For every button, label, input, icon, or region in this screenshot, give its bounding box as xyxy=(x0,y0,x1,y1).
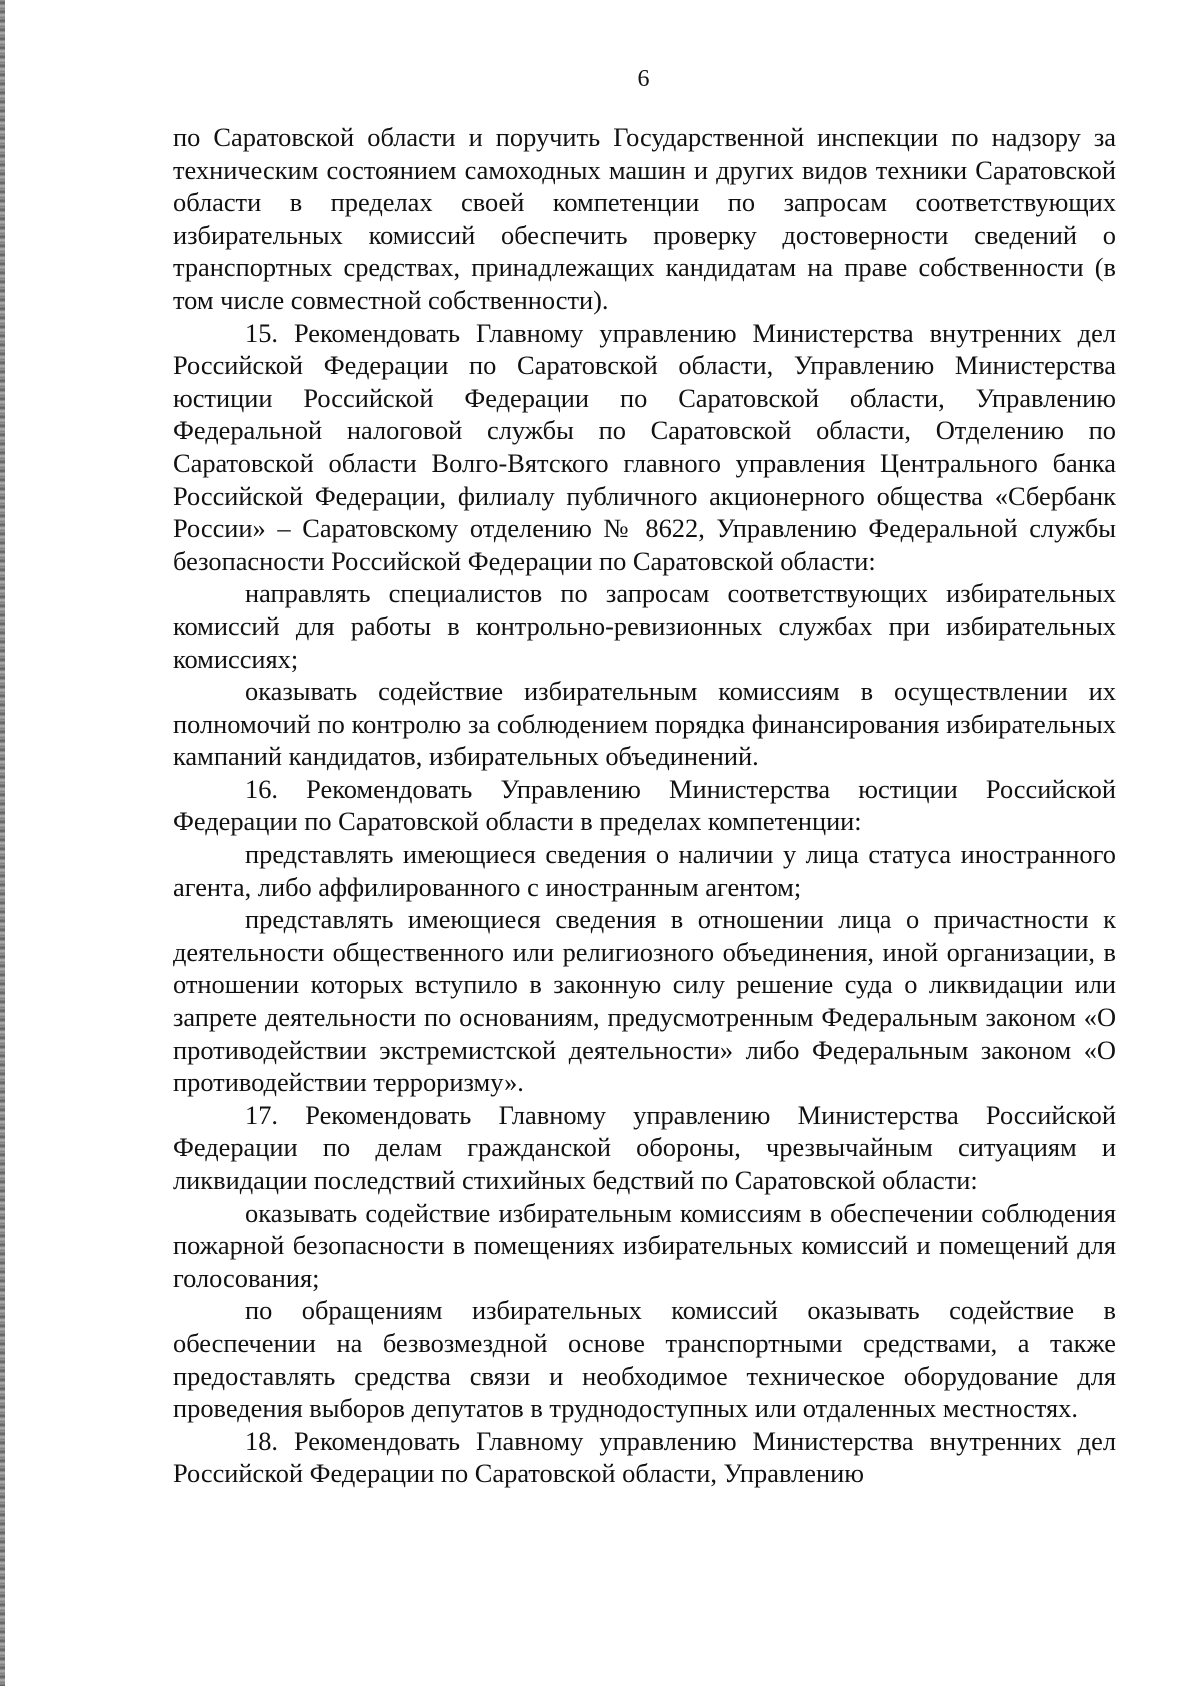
paragraph-item-18: 18. Рекомендовать Главному управлению Министерства внутренних дел Российской Федерации по Саратовской области, Управлению xyxy=(173,1425,1116,1489)
paragraph-item-17: 17. Рекомендовать Главному управлению Министерства Российской Федерации по делам гражданской обороны, чрезвычайным ситуациям и ликвидации последствий стихийных бедствий по Саратовской области: xyxy=(173,1099,1116,1195)
paragraph-item-17-subpoint-2: по обращениям избирательных комиссий оказывать содействие в обеспечении на безвозмездной основе транспортными средствами, а также предоставлять средства связи и необходимое техническое оборудование для проведения выборов депутатов в труднодоступных или отдаленных местностях. xyxy=(173,1295,1116,1424)
paragraph-item-16-subpoint-1: представлять имеющиеся сведения о наличии у лица статуса иностранного агента, либо аффилированного с иностранным агентом; xyxy=(173,839,1116,902)
paragraph-item-16: 16. Рекомендовать Управлению Министерства юстиции Российской Федерации по Саратовской области в пределах компетенции: xyxy=(173,773,1116,837)
paragraph-item-15-subpoint-2: оказывать содействие избирательным комиссиям в осуществлении их полномочий по контролю за соблюдением порядка финансирования избирательных кампаний кандидатов, избирательных объединений. xyxy=(173,676,1116,772)
paragraph-continuation: по Саратовской области и поручить Государственной инспекции по надзору за техническим состоянием самоходных машин и других видов техники Саратовской области в пределах своей компетенции по запросам соответствующих избирательных комиссий обеспечить проверку достоверности сведений о транспортных средствах, принадлежащих кандидатам на праве собственности (в том числе совместной собственности). xyxy=(173,122,1116,315)
document-body xyxy=(173,121,1116,1490)
page-number: 6 xyxy=(637,66,650,92)
paragraph-item-16-subpoint-2: представлять имеющиеся сведения в отношении лица о причастности к деятельности общественного или религиозного объединения, иной организации, в отношении которых вступило в законную силу решение суда о ликвидации или запрете деятельности по основаниям, предусмотренным Федеральным законом «О противодействии экстремистской деятельности» либо Федеральным законом «О противодействии терроризму». xyxy=(173,904,1116,1098)
paragraph-item-15: 15. Рекомендовать Главному управлению Министерства внутренних дел Российской Федерации по Саратовской области, Управлению Министерства юстиции Российской Федерации по Саратовской области, Управлению Федеральной налоговой службы по Саратовской области, Отделению по Саратовской области Волго-Вятского главного управления Центрального банка Российской Федерации, филиалу публичного акционерного общества «Сбербанк России» – Саратовскому отделению № 8622, Управлению Федеральной службы безопасности Российской Федерации по Саратовской области: xyxy=(173,317,1116,576)
paragraph-item-17-subpoint-1: оказывать содействие избирательным комиссиям в обеспечении соблюдения пожарной безопасности в помещениях избирательных комиссий и помещений для голосования; xyxy=(173,1197,1116,1293)
paragraph-item-15-subpoint-1: направлять специалистов по запросам соответствующих избирательных комиссий для работы в контрольно-ревизионных службах при избирательных комиссиях; xyxy=(173,578,1116,674)
scan-edge xyxy=(0,0,5,1686)
